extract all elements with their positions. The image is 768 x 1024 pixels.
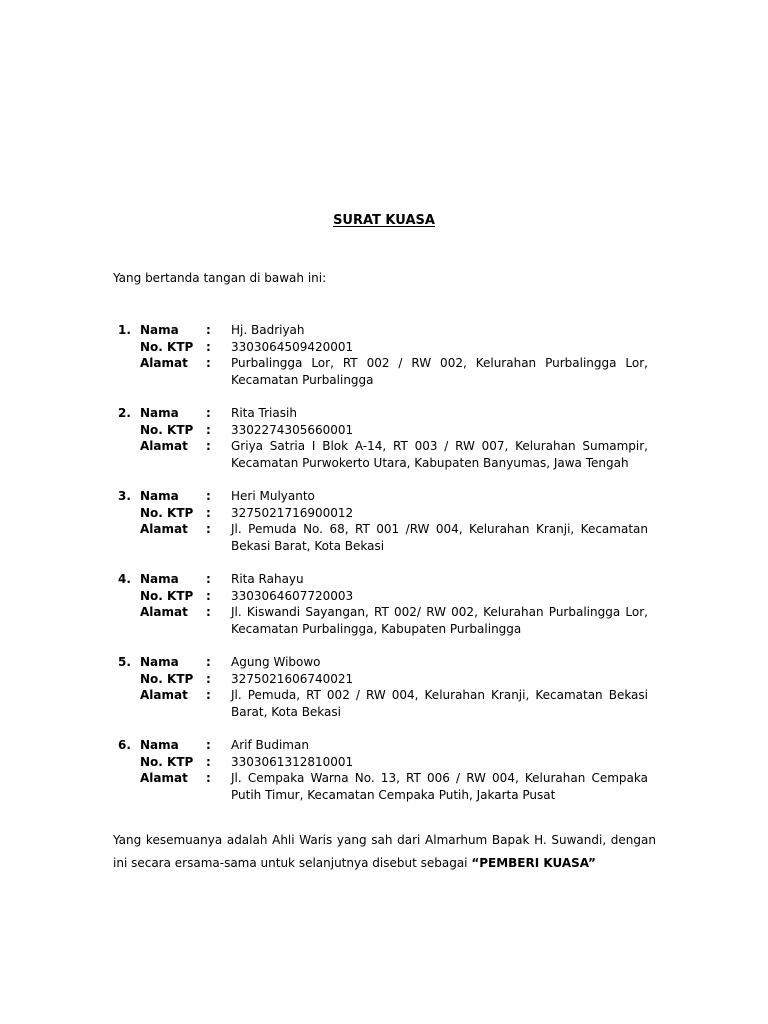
intro-text: Yang bertanda tangan di bawah ini: bbox=[113, 271, 327, 285]
nama-label: Nama bbox=[140, 738, 179, 752]
ktp-row bbox=[115, 588, 648, 605]
nama-label: Nama bbox=[140, 406, 179, 420]
nama-row bbox=[115, 322, 648, 339]
colon: : bbox=[206, 522, 211, 536]
alamat-label: Alamat bbox=[140, 605, 188, 619]
ktp-value: 3275021716900012 bbox=[231, 505, 354, 520]
person-entry-5 bbox=[115, 654, 648, 720]
person-entry-2 bbox=[115, 405, 648, 471]
colon: : bbox=[206, 339, 211, 354]
colon: : bbox=[206, 439, 211, 453]
alamat-row bbox=[115, 355, 648, 388]
ktp-label: No. KTP bbox=[140, 671, 194, 686]
colon: : bbox=[206, 754, 211, 769]
alamat-value: Jl. Pemuda No. 68, RT 001 /RW 004, Kelurahan Kranji, Kecamatan Bekasi Barat, Kota Bekasi bbox=[231, 522, 648, 553]
person-entry-4 bbox=[115, 571, 648, 637]
ktp-row bbox=[115, 671, 648, 688]
colon: : bbox=[206, 323, 211, 337]
closing-text: Yang kesemuanya adalah Ahli Waris yang sah dari Almarhum Bapak H. Suwandi, dengan ini secara ersama-sama untuk selanjutnya disebut sebagai bbox=[113, 833, 656, 870]
alamat-value: Jl. Cempaka Warna No. 13, RT 006 / RW 004, Kelurahan Cempaka Putih Timur, Kecamatan Cempaka Putih, Jakarta Pusat bbox=[231, 771, 648, 802]
alamat-label: Alamat bbox=[140, 356, 188, 370]
colon: : bbox=[206, 771, 211, 785]
entry-number: 3. bbox=[118, 489, 131, 503]
ktp-row bbox=[115, 754, 648, 771]
person-entry-6 bbox=[115, 737, 648, 803]
nama-row bbox=[115, 571, 648, 588]
alamat-value: Griya Satria I Blok A-14, RT 003 / RW 007, Kelurahan Sumampir, Kecamatan Purwokerto Utara, Kabupaten Banyumas, Jawa Tengah bbox=[231, 439, 648, 470]
alamat-value: Jl. Pemuda, RT 002 / RW 004, Kelurahan Kranji, Kecamatan Bekasi Barat, Kota Bekasi bbox=[231, 688, 648, 719]
colon: : bbox=[206, 406, 211, 420]
alamat-label: Alamat bbox=[140, 771, 188, 785]
entry-number: 2. bbox=[118, 406, 131, 420]
nama-row bbox=[115, 405, 648, 422]
nama-value: Rita Triasih bbox=[231, 406, 297, 420]
nama-value: Agung Wibowo bbox=[231, 655, 321, 669]
alamat-row bbox=[115, 770, 648, 803]
entry-number: 1. bbox=[118, 323, 131, 337]
ktp-label: No. KTP bbox=[140, 339, 194, 354]
entry-number: 6. bbox=[118, 738, 131, 752]
closing-paragraph bbox=[113, 829, 656, 875]
alamat-value: Purbalingga Lor, RT 002 / RW 002, Kelurahan Purbalingga Lor, Kecamatan Purbalingga bbox=[231, 356, 648, 387]
colon: : bbox=[206, 655, 211, 669]
colon: : bbox=[206, 605, 211, 619]
alamat-label: Alamat bbox=[140, 522, 188, 536]
nama-label: Nama bbox=[140, 655, 179, 669]
ktp-label: No. KTP bbox=[140, 422, 194, 437]
alamat-label: Alamat bbox=[140, 439, 188, 453]
ktp-value: 3302274305660001 bbox=[231, 422, 354, 437]
ktp-value: 3275021606740021 bbox=[231, 671, 354, 686]
ktp-row bbox=[115, 422, 648, 439]
ktp-row bbox=[115, 339, 648, 356]
nama-value: Hj. Badriyah bbox=[231, 323, 305, 337]
ktp-row bbox=[115, 505, 648, 522]
colon: : bbox=[206, 738, 211, 752]
person-entry-1 bbox=[115, 322, 648, 388]
colon: : bbox=[206, 688, 211, 702]
nama-row bbox=[115, 654, 648, 671]
alamat-value: Jl. Kiswandi Sayangan, RT 002/ RW 002, Kelurahan Purbalingga Lor, Kecamatan Purbalingga, Kabupaten Purbalingga bbox=[231, 605, 648, 636]
person-entry-3 bbox=[115, 488, 648, 554]
nama-label: Nama bbox=[140, 489, 179, 503]
ktp-value: 3303064607720003 bbox=[231, 588, 354, 603]
colon: : bbox=[206, 505, 211, 520]
ktp-value: 3303064509420001 bbox=[231, 339, 354, 354]
colon: : bbox=[206, 572, 211, 586]
nama-label: Nama bbox=[140, 572, 179, 586]
nama-value: Rita Rahayu bbox=[231, 572, 304, 586]
entry-number: 5. bbox=[118, 655, 131, 669]
alamat-row bbox=[115, 687, 648, 720]
nama-row bbox=[115, 737, 648, 754]
nama-label: Nama bbox=[140, 323, 179, 337]
alamat-label: Alamat bbox=[140, 688, 188, 702]
pemberi-kuasa-term: “PEMBERI KUASA” bbox=[471, 856, 596, 870]
colon: : bbox=[206, 422, 211, 437]
colon: : bbox=[206, 588, 211, 603]
alamat-row bbox=[115, 438, 648, 471]
alamat-row bbox=[115, 521, 648, 554]
ktp-label: No. KTP bbox=[140, 588, 194, 603]
nama-row bbox=[115, 488, 648, 505]
entry-number: 4. bbox=[118, 572, 131, 586]
nama-value: Arif Budiman bbox=[231, 738, 309, 752]
ktp-value: 3303061312810001 bbox=[231, 754, 354, 769]
colon: : bbox=[206, 489, 211, 503]
alamat-row bbox=[115, 604, 648, 637]
ktp-label: No. KTP bbox=[140, 505, 194, 520]
colon: : bbox=[206, 671, 211, 686]
nama-value: Heri Mulyanto bbox=[231, 489, 315, 503]
document-title: SURAT KUASA bbox=[333, 213, 435, 228]
colon: : bbox=[206, 356, 211, 370]
ktp-label: No. KTP bbox=[140, 754, 194, 769]
